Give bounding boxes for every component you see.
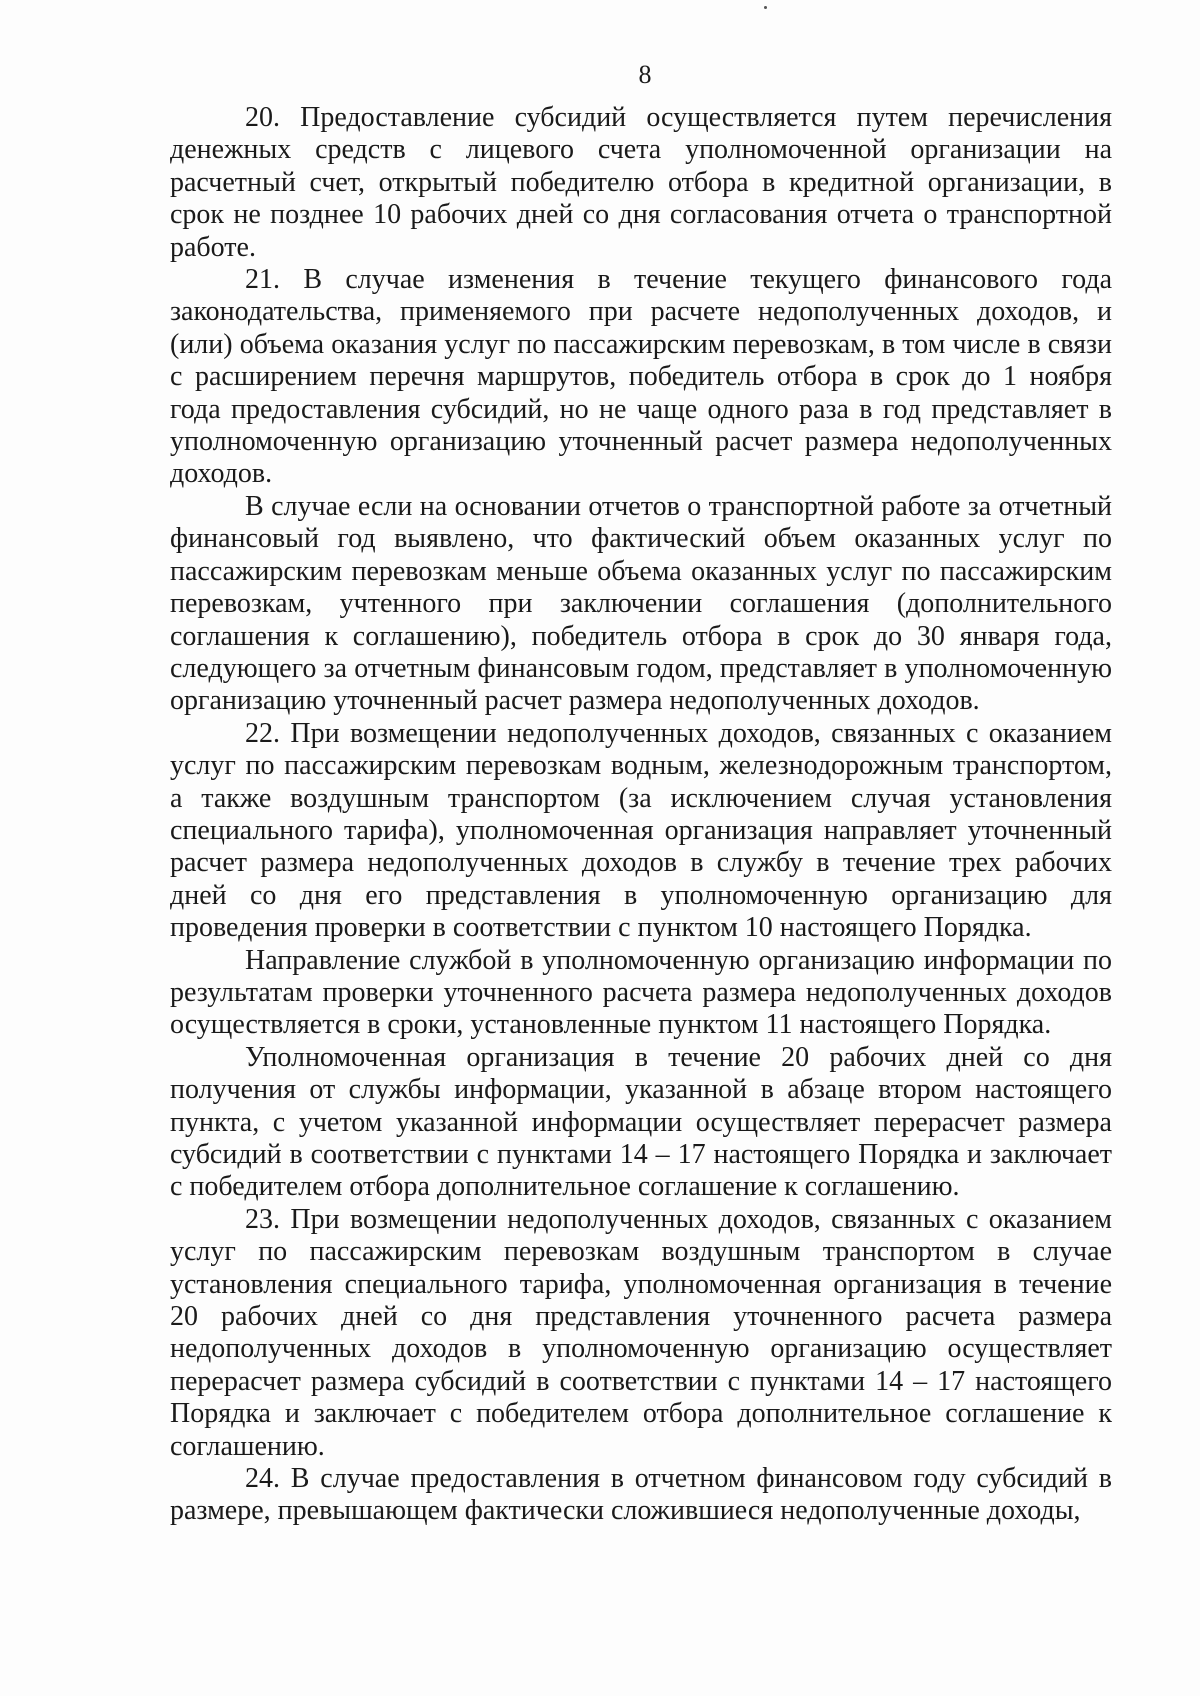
paragraph-22: 22. При возмещении недополученных доходов, связанных с оказанием услуг по пассажирским перевозкам водным, железнодорожным транспортом, а также воздушным транспортом (за исключением случая установления специального тарифа), уполномоченная организация направляет уточненный расчет размера недополученных доходов в службу в течение трех рабочих дней со дня его представления в уполномоченную организацию для проведения проверки в соответствии с пунктом 10 настоящего Порядка. [170, 717, 1112, 944]
paragraph-20: 20. Предоставление субсидий осуществляется путем перечисления денежных средств с лицевого счета уполномоченной организации на расчетный счет, открытый победителю отбора в кредитной организации, в срок не позднее 10 рабочих дней со дня согласования отчета о транспортной работе. [170, 102, 1112, 263]
paragraph-24: 24. В случае предоставления в отчетном финансовом году субсидий в размере, превышающем фактически сложившиеся недополученные доходы, [170, 1463, 1112, 1527]
scan-speck [764, 6, 767, 9]
page-number: 8 [638, 60, 652, 89]
paragraph-22-second: Направление службой в уполномоченную организацию информации по результатам проверки уточненного расчета размера недополученных доходов осуществляется в сроки, установленные пунктом 11 настоящего Порядка. [170, 944, 1112, 1041]
paragraph-23: 23. При возмещении недополученных доходов, связанных с оказанием услуг по пассажирским перевозкам воздушным транспортом в случае установления специального тарифа, уполномоченная организация в течение 20 рабочих дней со дня представления уточненного расчета размера недополученных доходов в уполномоченную организацию осуществляет перерасчет размера субсидий в соответствии с пунктами 14 – 17 настоящего Порядка и заключает с победителем отбора дополнительное соглашение к соглашению. [170, 1203, 1112, 1462]
paragraph-21-second: В случае если на основании отчетов о транспортной работе за отчетный финансовый год выявлено, что фактический объем оказанных услуг по пассажирским перевозкам меньше объема оказанных услуг по пассажирским перевозкам, учтенного при заключении соглашения (дополнительного соглашения к соглашению), победитель отбора в срок до 30 января года, следующего за отчетным финансовым годом, представляет в уполномоченную организацию уточненный расчет размера недополученных доходов. [170, 490, 1112, 717]
paragraph-21: 21. В случае изменения в течение текущего финансового года законодательства, применяемого при расчете недополученных доходов, и (или) объема оказания услуг по пассажирским перевозкам, в том числе в связи с расширением перечня маршрутов, победитель отбора в срок до 1 ноября года предоставления субсидий, но не чаще одного раза в год представляет в уполномоченную организацию уточненный расчет размера недополученных доходов. [170, 264, 1112, 490]
paragraph-22-third: Уполномоченная организация в течение 20 рабочих дней со дня получения от службы информации, указанной в абзаце втором настоящего пункта, с учетом указанной информации осуществляет перерасчет размера субсидий в соответствии с пунктами 14 – 17 настоящего Порядка и заключает с победителем отбора дополнительное соглашение к соглашению. [170, 1041, 1112, 1203]
document-body [170, 102, 1112, 1528]
